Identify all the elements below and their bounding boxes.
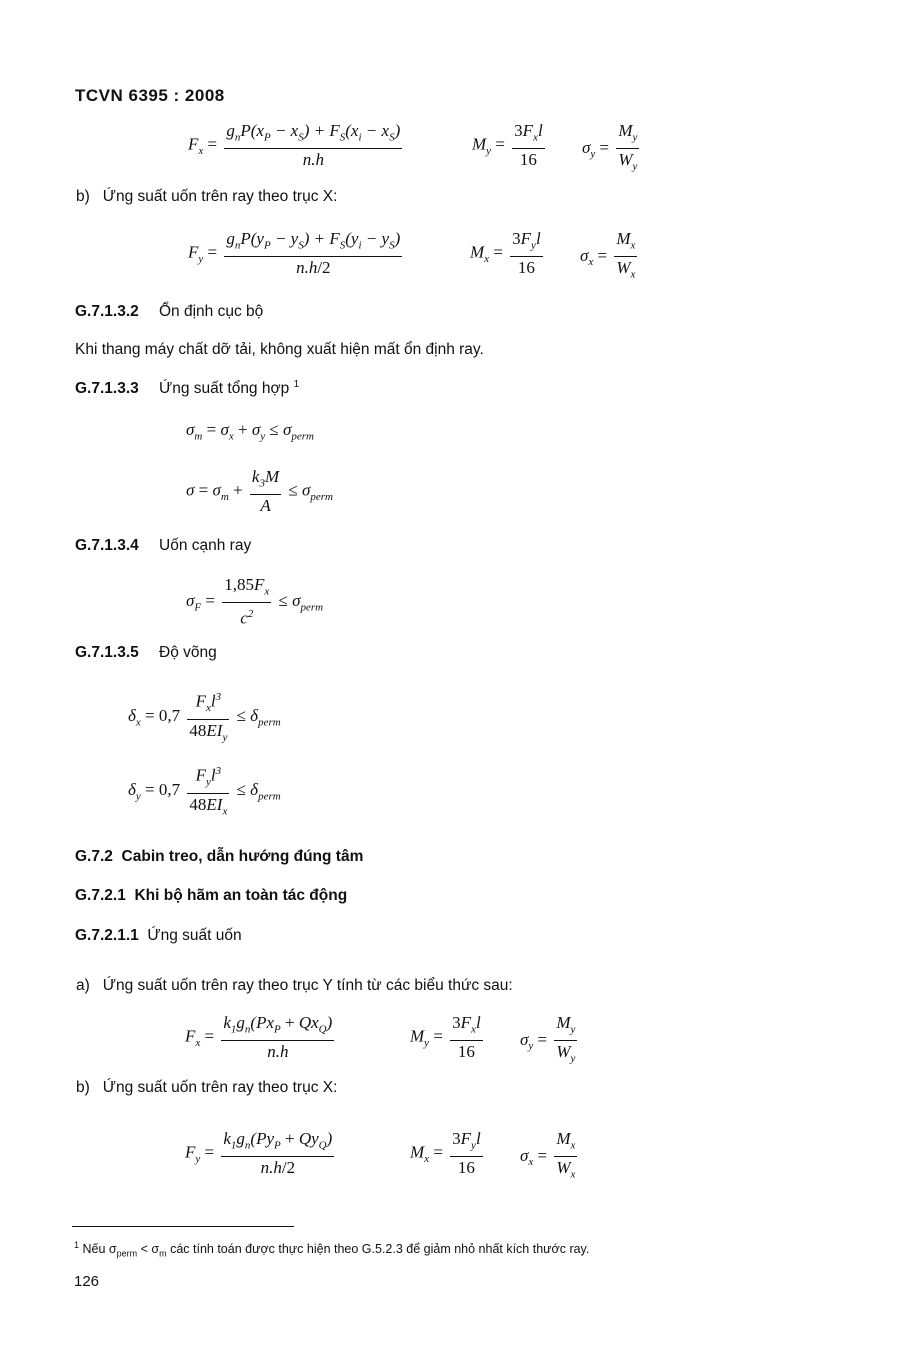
section-title: Ổn định cục bộ	[159, 303, 264, 320]
formula-sigma-f: $\sigma_F$ = $\frac{1,85F_x}{c^2}$ ≤ $\sigma_{perm}$	[186, 575, 324, 629]
standard-header: TCVN 6395 : 2008	[75, 86, 225, 105]
section-title: Cabin treo, dẫn hướng đúng tâm	[121, 848, 364, 865]
footnote-text: < σ	[137, 1242, 160, 1257]
heading-g71133	[75, 379, 299, 398]
section-title: Độ võng	[159, 644, 217, 661]
footnote-ref: 1	[293, 379, 300, 390]
section-code: G.7.1.3.3	[75, 380, 139, 398]
footnote-sub: m	[159, 1248, 167, 1259]
formula-sigma-y-2: $\sigma_y$ = $\frac{M_y}{W_y}$	[520, 1013, 576, 1065]
section-code: G.7.2.1.1	[75, 927, 139, 944]
item-label: a)	[76, 977, 90, 994]
formula-sigma-y-1: $\sigma_y$ = $\frac{M_y}{W_y}$	[582, 121, 638, 173]
footnote	[74, 1240, 589, 1259]
formula-delta-x: $\delta_x = 0,7$ $\frac{F_xl^3}{48EI_y}$ ≤ $\delta_{perm}$	[128, 686, 281, 748]
footnote-divider	[72, 1226, 294, 1227]
item-b-1	[76, 188, 337, 206]
footnote-text: các tính toán được thực hiện theo G.5.2.3 để giảm nhỏ nhất kích thước ray.	[166, 1242, 590, 1257]
page-number: 126	[74, 1273, 100, 1290]
heading-g71132	[75, 303, 263, 321]
section-title: Ứng suất uốn	[147, 927, 242, 944]
heading-g71134	[75, 537, 251, 555]
footnote-mark: 1	[74, 1240, 80, 1250]
item-b-2	[76, 1079, 337, 1097]
item-text: Ứng suất uốn trên ray theo trục X:	[102, 1079, 338, 1096]
formula-my-2: $M_y$ = $\frac{3F_xl}{16}$	[410, 1013, 481, 1062]
formula-mx-1: $M_x$ = $\frac{3F_yl}{16}$	[470, 229, 541, 278]
formula-fx-1: $F_x$ = $\frac{g_nP(x_P - x_S) + F_S(x_i - x_S)}{n.h}$	[188, 121, 401, 170]
footnote-text: Nếu σ	[82, 1242, 117, 1257]
formula-sigma-total: $\sigma = \sigma_m$ + $\frac{k_3M}{A}$ ≤ $\sigma_{perm}$	[186, 467, 333, 516]
formula-my-1: $M_y$ = $\frac{3F_xl}{16}$	[472, 121, 543, 170]
section-code: G.7.2.1	[75, 887, 126, 904]
heading-g71135	[75, 644, 217, 662]
item-a-2	[76, 977, 513, 995]
formula-delta-y: $\delta_y = 0,7$ $\frac{F_yl^3}{48EI_x}$ ≤ $\delta_{perm}$	[128, 760, 281, 822]
formula-sigma-m: $\sigma_m = \sigma_x + \sigma_y \le \sigma_{perm}$	[186, 420, 314, 443]
formula-sigma-x-2: $\sigma_x$ = $\frac{M_x}{W_x}$	[520, 1129, 576, 1181]
footnote-sub: perm	[116, 1248, 138, 1259]
section-code: G.7.1.3.2	[75, 303, 139, 320]
section-code: G.7.2	[75, 848, 113, 865]
item-text: Ứng suất uốn trên ray theo trục X:	[102, 188, 338, 205]
paragraph-g71132: Khi thang máy chất dỡ tải, không xuất hiện mất ổn định ray.	[75, 341, 484, 358]
formula-fy-1: $F_y$ = $\frac{g_nP(y_P - y_S) + F_S(y_i - y_S)}{n.h/2}$	[188, 229, 401, 278]
section-title: Khi bộ hãm an toàn tác động	[134, 887, 348, 904]
formula-fy-2: $F_y$ = $\frac{k_1g_n(Py_P + Qy_Q)}{n.h/2}$	[185, 1129, 333, 1178]
formula-sigma-x-1: $\sigma_x$ = $\frac{M_x}{W_x}$	[580, 229, 636, 281]
item-label: b)	[76, 188, 90, 205]
heading-g72	[75, 848, 363, 866]
item-text: Ứng suất uốn trên ray theo trục Y tính từ các biểu thức sau:	[102, 977, 513, 994]
section-code: G.7.1.3.5	[75, 644, 139, 661]
section-title: Uốn cạnh ray	[159, 537, 252, 554]
heading-g7211	[75, 927, 242, 945]
formula-fx-2: $F_x$ = $\frac{k_1g_n(Px_P + Qx_Q)}{n.h}$	[185, 1013, 333, 1062]
item-label: b)	[76, 1079, 90, 1096]
formula-mx-2: $M_x$ = $\frac{3F_yl}{16}$	[410, 1129, 481, 1178]
section-code: G.7.1.3.4	[75, 537, 139, 554]
heading-g721	[75, 887, 347, 905]
section-title: Ứng suất tổng hợp	[159, 380, 290, 398]
